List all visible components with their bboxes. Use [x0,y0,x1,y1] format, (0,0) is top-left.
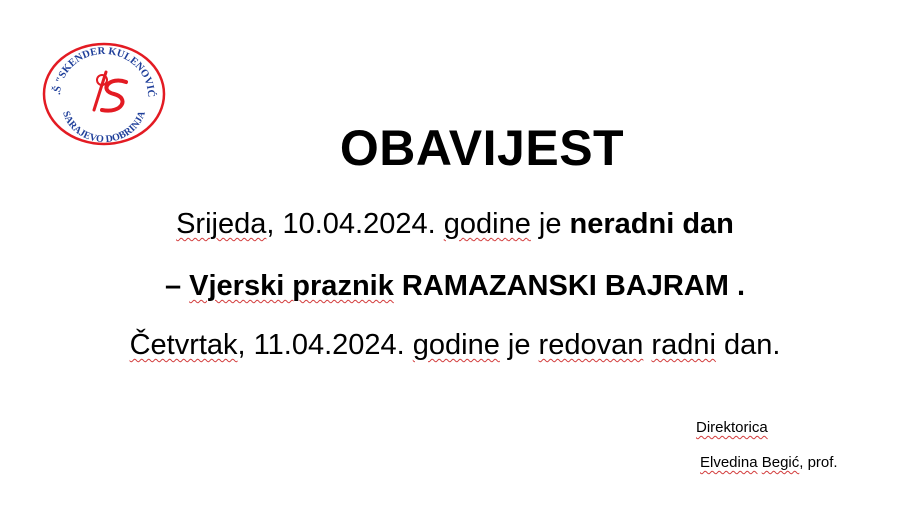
date-text-1: , 10.04.2024. [266,208,444,240]
notice-line-1 [0,206,910,242]
status-text: neradni dan [569,208,734,240]
je-word-1: je [530,208,570,240]
role-text: Direktorica [696,419,768,436]
signature-role [696,419,768,437]
signature-name [700,454,838,472]
je-word-2: je [499,329,539,361]
notice-line-2 [0,268,910,304]
first-name: Elvedina [700,454,758,471]
redovan-word: redovan [538,329,644,361]
date-text-2: , 11.04.2024. [237,329,413,361]
godine-word-1: godine [443,208,531,240]
day-word-1: Srijeda [176,208,267,240]
dash: – [164,270,190,302]
dan-word: dan. [715,329,781,361]
day-word-2: Četvrtak [129,329,238,361]
notice-line-3 [0,327,910,363]
holiday-name: RAMAZANSKI BAJRAM . [393,270,746,302]
seal-top-text: .Š "SKENDER KULENOVIĆ [52,45,157,98]
name-suffix: , prof. [799,454,838,471]
holiday-label: Vjerski praznik [189,270,394,302]
radni-word: radni [651,329,716,361]
notice-title: OBAVIJEST [339,120,625,176]
seal-bottom-text: SARAJEVO DOBRINJA [60,109,148,146]
godine-word-2: godine [412,329,500,361]
last-name: Begić [761,454,800,471]
